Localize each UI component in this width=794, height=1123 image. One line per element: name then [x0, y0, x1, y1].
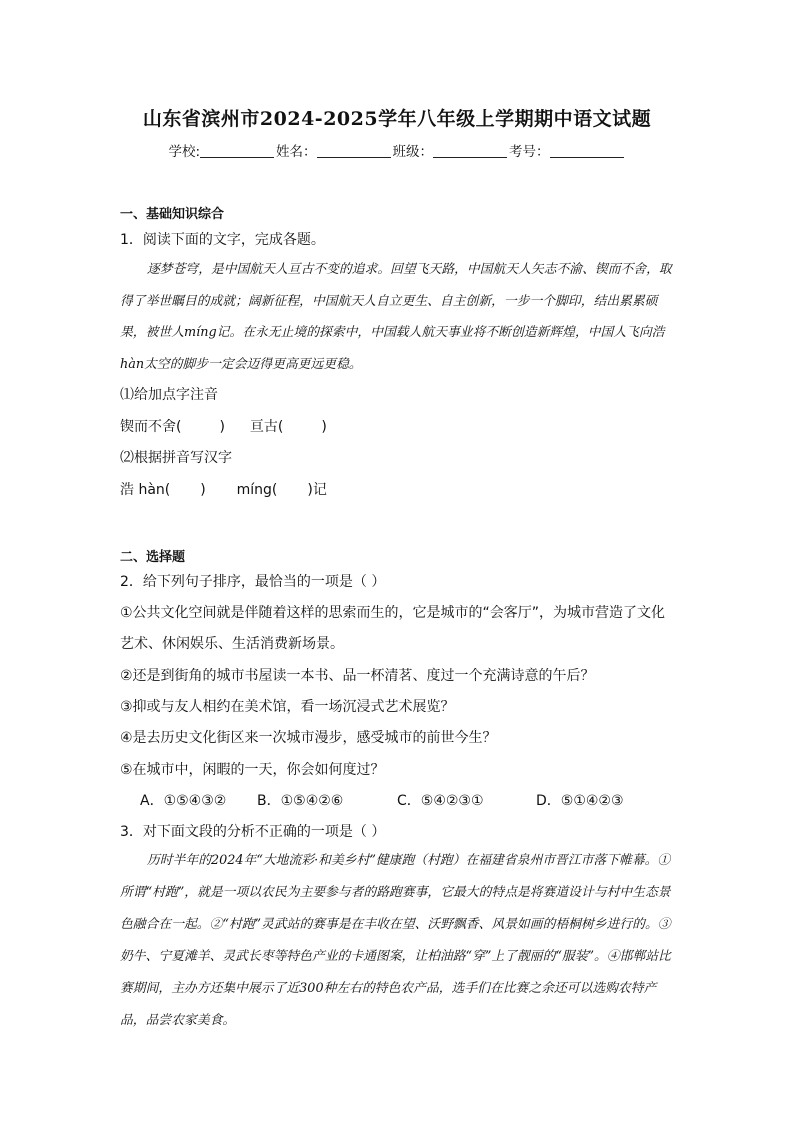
name-label: 姓名：	[276, 144, 317, 160]
q2-option-a[interactable]: A．①⑤④③②	[140, 793, 227, 809]
q1-sub1-b-text: 亘古(	[249, 419, 284, 435]
school-blank[interactable]	[200, 143, 274, 158]
student-info-line	[0, 140, 794, 160]
question-1-passage: 逐梦苍穹，是中国航天人亘古不变的追求。回望飞天路，中国航天人矢志不渝、锲而不舍，取得了举世瞩目的成就；阔新征程，中国航天人自立更生、自主创新，一步一个脚印，结出累累硕果，被世人míng记。在永无止境的探索中，中国载人航天事业将不断创造新辉煌，中国人飞向浩hàn太空的脚步一定会迈得更高更远更稳。	[120, 262, 672, 372]
section-heading-2: 二、选择题	[120, 550, 186, 565]
q2-sentence-1-line1: ①公共文化空间就是伴随着这样的思索而生的，它是城市的“会客厅”，为城市营造了文化	[120, 605, 666, 621]
name-blank[interactable]	[317, 143, 391, 158]
class-label: 班级：	[392, 144, 434, 160]
exam-number-blank[interactable]	[550, 143, 624, 158]
q2-option-b[interactable]: B．①⑤④②⑥	[257, 793, 344, 809]
question-2-stem: 2．给下列句子排序，最恰当的一项是（ ）	[120, 574, 386, 590]
q2-option-d[interactable]: D．⑤①④②③	[536, 793, 624, 809]
q2-sentence-4: ④是去历史文化街区来一次城市漫步，感受城市的前世今生？	[120, 730, 497, 746]
q1-sub2-a-text: 浩 hàn(	[120, 482, 171, 498]
q1-sub2-b-text: míng(	[236, 482, 278, 498]
q2-option-c[interactable]: C．⑤④②③①	[397, 793, 484, 809]
class-blank[interactable]	[433, 143, 507, 158]
section-heading-1: 一、基础知识综合	[120, 207, 225, 222]
q1-sub2-answers	[120, 479, 327, 499]
q1-sub1-b-close: )	[321, 419, 327, 435]
question-3-passage: 历时半年的2024年“大地流彩·和美乡村”健康跑（村跑）在福建省泉州市晋江市落下帷幕。①所谓“村跑”，就是一项以农民为主要参与者的路跑赛事，它最大的特点是将赛道设计与村中生态景色融合在一起。②“村跑”灵武站的赛事是在丰收在望、沃野飘香、风景如画的梧桐树乡进行的。③奶牛、宁夏滩羊、灵武长枣等特色产业的卡通图案，让柏油路“穿”上了靓丽的“服装”。④邯郸站比赛期间，主办方还集中展示了近300种左右的特色农产品，选手们在比赛之余还可以选购农特产品，品尝农家美食。	[120, 853, 671, 1028]
school-label: 学校:	[168, 144, 201, 160]
q1-sub2-b-close: )记	[307, 482, 327, 498]
question-1-stem: 1．阅读下面的文字，完成各题。	[120, 232, 325, 248]
q1-sub2-label: ⑵根据拼音写汉字	[120, 450, 232, 466]
q1-sub1-answers	[120, 416, 327, 436]
q1-sub1-a-close: )	[219, 419, 225, 435]
q1-sub1-a-text: 锲而不舍(	[120, 419, 182, 435]
q2-sentence-2: ②还是到街角的城市书屋读一本书、品一杯清茗、度过一个充满诗意的午后？	[120, 668, 595, 684]
q1-sub2-a-close: )	[200, 482, 206, 498]
q2-sentence-5: ⑤在城市中，闲暇的一天，你会如何度过？	[120, 762, 385, 778]
q2-sentence-1-line2: 艺术、休闲娱乐、生活消费新场景。	[120, 636, 344, 652]
exam-number-label: 考号：	[509, 144, 550, 160]
question-3-stem: 3．对下面文段的分析不正确的一项是（ ）	[120, 824, 386, 840]
page-title: 山东省滨州市2024-2025学年八年级上学期期中语文试题	[142, 108, 652, 130]
q2-sentence-3: ③抑或与友人相约在美术馆，看一场沉浸式艺术展览？	[120, 699, 455, 715]
q1-sub1-label: ⑴给加点字注音	[120, 387, 218, 403]
